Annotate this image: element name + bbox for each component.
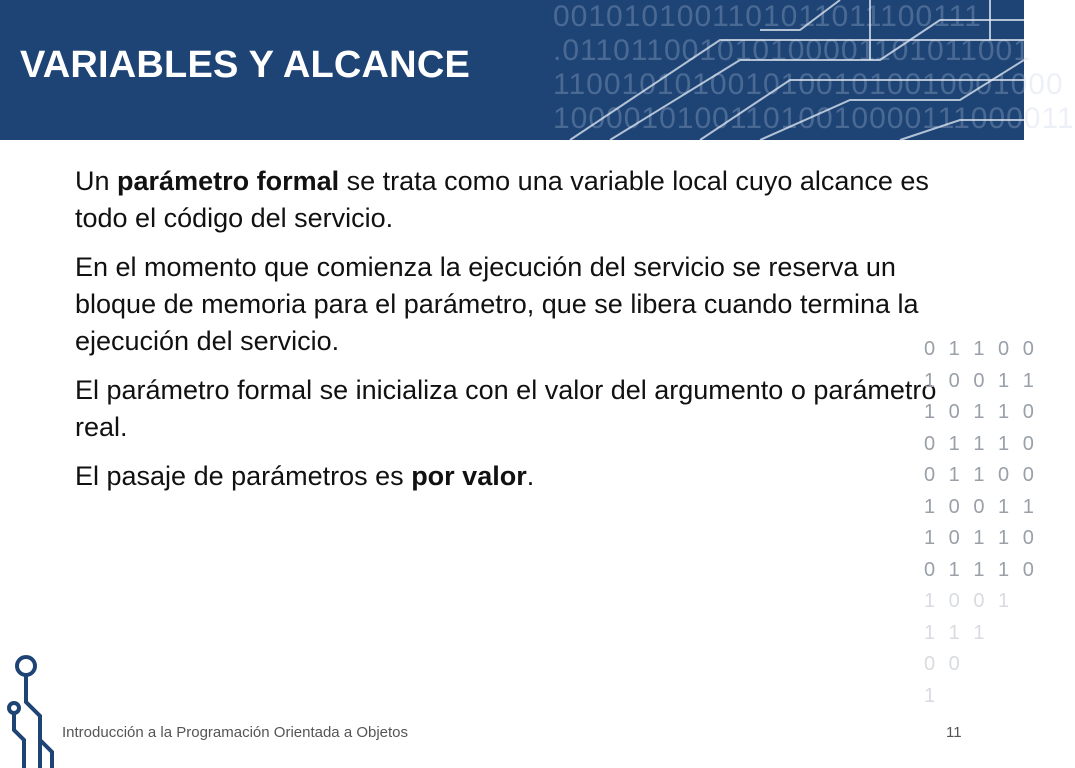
footer-course-title: Introducción a la Programación Orientada a Objetos [62, 724, 409, 741]
paragraph [75, 372, 955, 446]
binary-row: 0 1 1 1 0 [924, 558, 1038, 581]
binary-row: 1 [924, 684, 940, 707]
title-bar [0, 0, 1075, 140]
binary-row: 1 0 0 1 1 [924, 495, 1038, 518]
paragraph [75, 249, 955, 360]
text-run: El pasaje de parámetros es [75, 461, 412, 491]
bold-term: parámetro formal [117, 166, 340, 196]
binary-row: 0010101001101011011100111 [553, 0, 982, 33]
text-run: El parámetro formal se inicializa con el valor del argumento o parámetro real. [75, 375, 937, 442]
binary-row: 11001010100101001010010001000 [553, 68, 1064, 101]
text-run: . [526, 461, 535, 491]
binary-row: 0 1 1 1 0 [924, 432, 1038, 455]
bold-term: por valor [411, 461, 527, 491]
side-binary-pattern [924, 334, 1038, 707]
text-run: En el momento que comienza la ejecución del servicio se reserva un bloque de memoria para el parámetro, que se libera cuando termina la ejecución del servicio. [75, 252, 919, 356]
text-run: Un [75, 166, 118, 196]
binary-row: 100001010011010010000111000011 [553, 102, 1075, 135]
binary-row: 1 0 1 1 0 [924, 401, 1038, 423]
binary-row: 1 0 0 1 1 [924, 369, 1038, 392]
slide-title: VARIABLES Y ALCANCE [20, 44, 471, 86]
binary-row: 1 0 1 1 0 [924, 527, 1038, 549]
slide-body [75, 163, 955, 507]
binary-row: 1 1 1 [924, 621, 989, 644]
page-number: 11 [946, 724, 962, 741]
binary-row: 0 1 1 0 0 [924, 338, 1038, 360]
paragraph [75, 458, 955, 495]
binary-row: .011011001010100001101011001 [553, 34, 1031, 67]
binary-row: 0 1 1 0 0 [924, 464, 1038, 486]
binary-row: 1 0 0 1 [924, 590, 1014, 612]
text-run: se trata como una variable local cuyo alcance es todo el código del servicio. [75, 166, 929, 233]
circuit-node-icon [0, 650, 60, 768]
paragraph [75, 163, 955, 237]
binary-row: 0 0 [924, 653, 964, 675]
